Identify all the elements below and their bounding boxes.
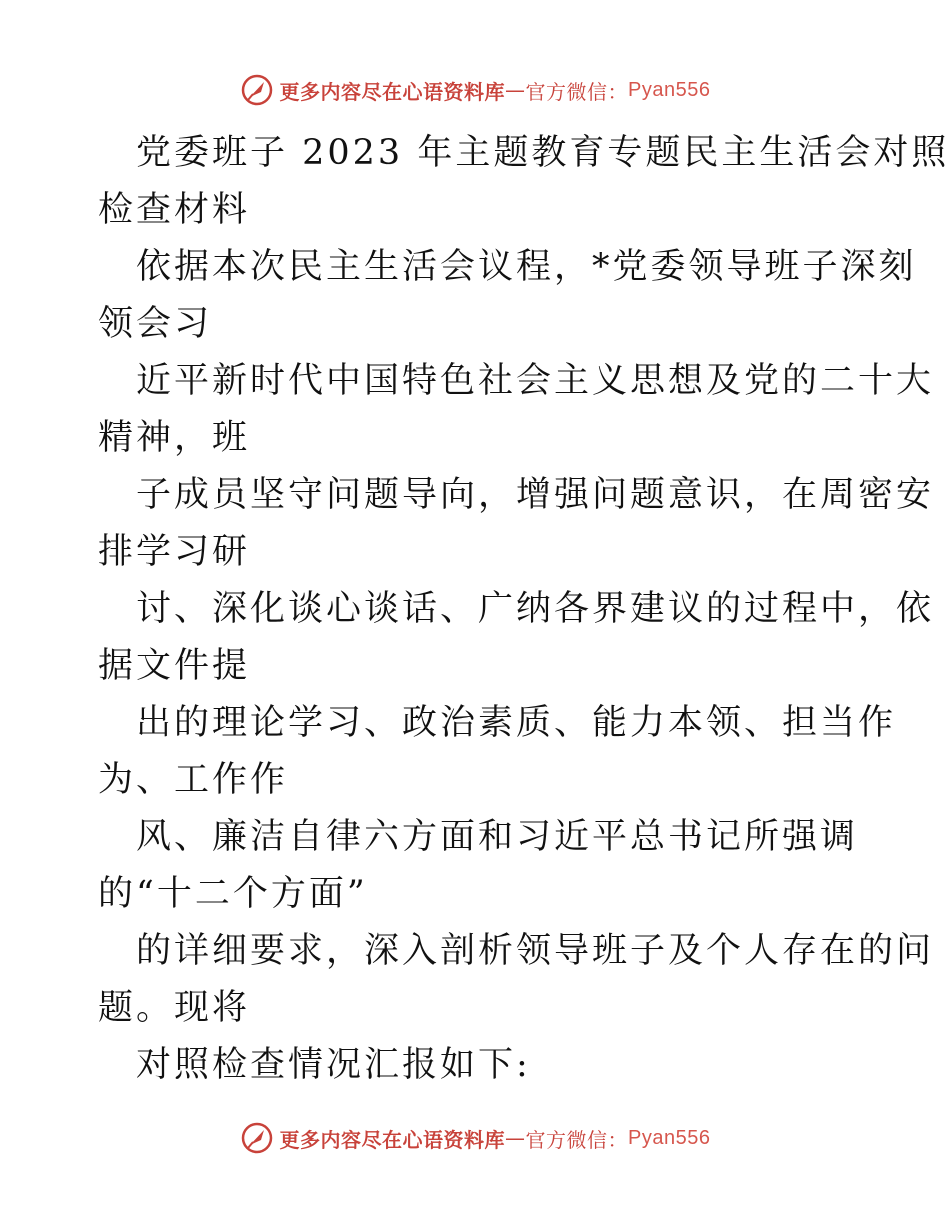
watermark-header bbox=[0, 70, 950, 110]
paragraph-continuation: 检查材料 bbox=[98, 190, 251, 230]
paragraph-continuation: 据文件提 bbox=[98, 646, 251, 686]
paragraph-continuation: 排学习研 bbox=[98, 532, 251, 572]
paragraph bbox=[98, 923, 935, 1037]
paragraph-first-line: 风、廉洁自律六方面和习近平总书记所强调 bbox=[136, 817, 859, 857]
paragraph bbox=[98, 125, 950, 239]
quill-logo-icon bbox=[240, 73, 274, 107]
paragraph bbox=[98, 809, 858, 923]
watermark-label: 官方微信： bbox=[525, 1127, 629, 1152]
document-body bbox=[98, 125, 950, 1094]
paragraph-first-line: 出的理论学习、政治素质、能力本领、担当作 bbox=[136, 703, 897, 743]
watermark-brand: 更多内容尽在心语资料库 bbox=[279, 1127, 506, 1152]
paragraph bbox=[98, 695, 897, 809]
paragraph-first-line: 近平新时代中国特色社会主义思想及党的二十大 bbox=[136, 361, 935, 401]
paragraph-continuation: 题。现将 bbox=[98, 988, 251, 1028]
paragraph-continuation: 为、工作作 bbox=[98, 760, 289, 800]
watermark-dash: — bbox=[505, 1126, 526, 1150]
paragraph-continuation: 的“十二个方面” bbox=[98, 874, 368, 914]
paragraph-first-line: 依据本次民主生活会议程，*党委领导班子深刻 bbox=[136, 247, 917, 287]
paragraph-first-line: 对照检查情况汇报如下: bbox=[136, 1045, 531, 1085]
watermark-footer bbox=[0, 1118, 950, 1158]
paragraph bbox=[98, 467, 935, 581]
paragraph-first-line: 讨、深化谈心谈话、广纳各界建议的过程中，依 bbox=[136, 589, 935, 629]
paragraph bbox=[98, 239, 917, 353]
paragraph-first-line: 党委班子 2023 年主题教育专题民主生活会对照 bbox=[136, 133, 950, 173]
paragraph bbox=[98, 581, 935, 695]
watermark-id: Pyan556 bbox=[628, 78, 711, 101]
paragraph-first-line: 的详细要求，深入剖析领导班子及个人存在的问 bbox=[136, 931, 935, 971]
watermark-id: Pyan556 bbox=[628, 1126, 711, 1149]
paragraph-continuation: 领会习 bbox=[98, 304, 213, 344]
paragraph-first-line: 子成员坚守问题导向，增强问题意识，在周密安 bbox=[136, 475, 935, 515]
paragraph-continuation: 精神，班 bbox=[98, 418, 251, 458]
watermark-brand: 更多内容尽在心语资料库 bbox=[279, 79, 506, 104]
paragraph bbox=[98, 353, 935, 467]
paragraph bbox=[98, 1037, 858, 1094]
watermark-dash: — bbox=[505, 78, 526, 102]
watermark-label: 官方微信： bbox=[525, 79, 629, 104]
quill-logo-icon bbox=[240, 1121, 274, 1155]
